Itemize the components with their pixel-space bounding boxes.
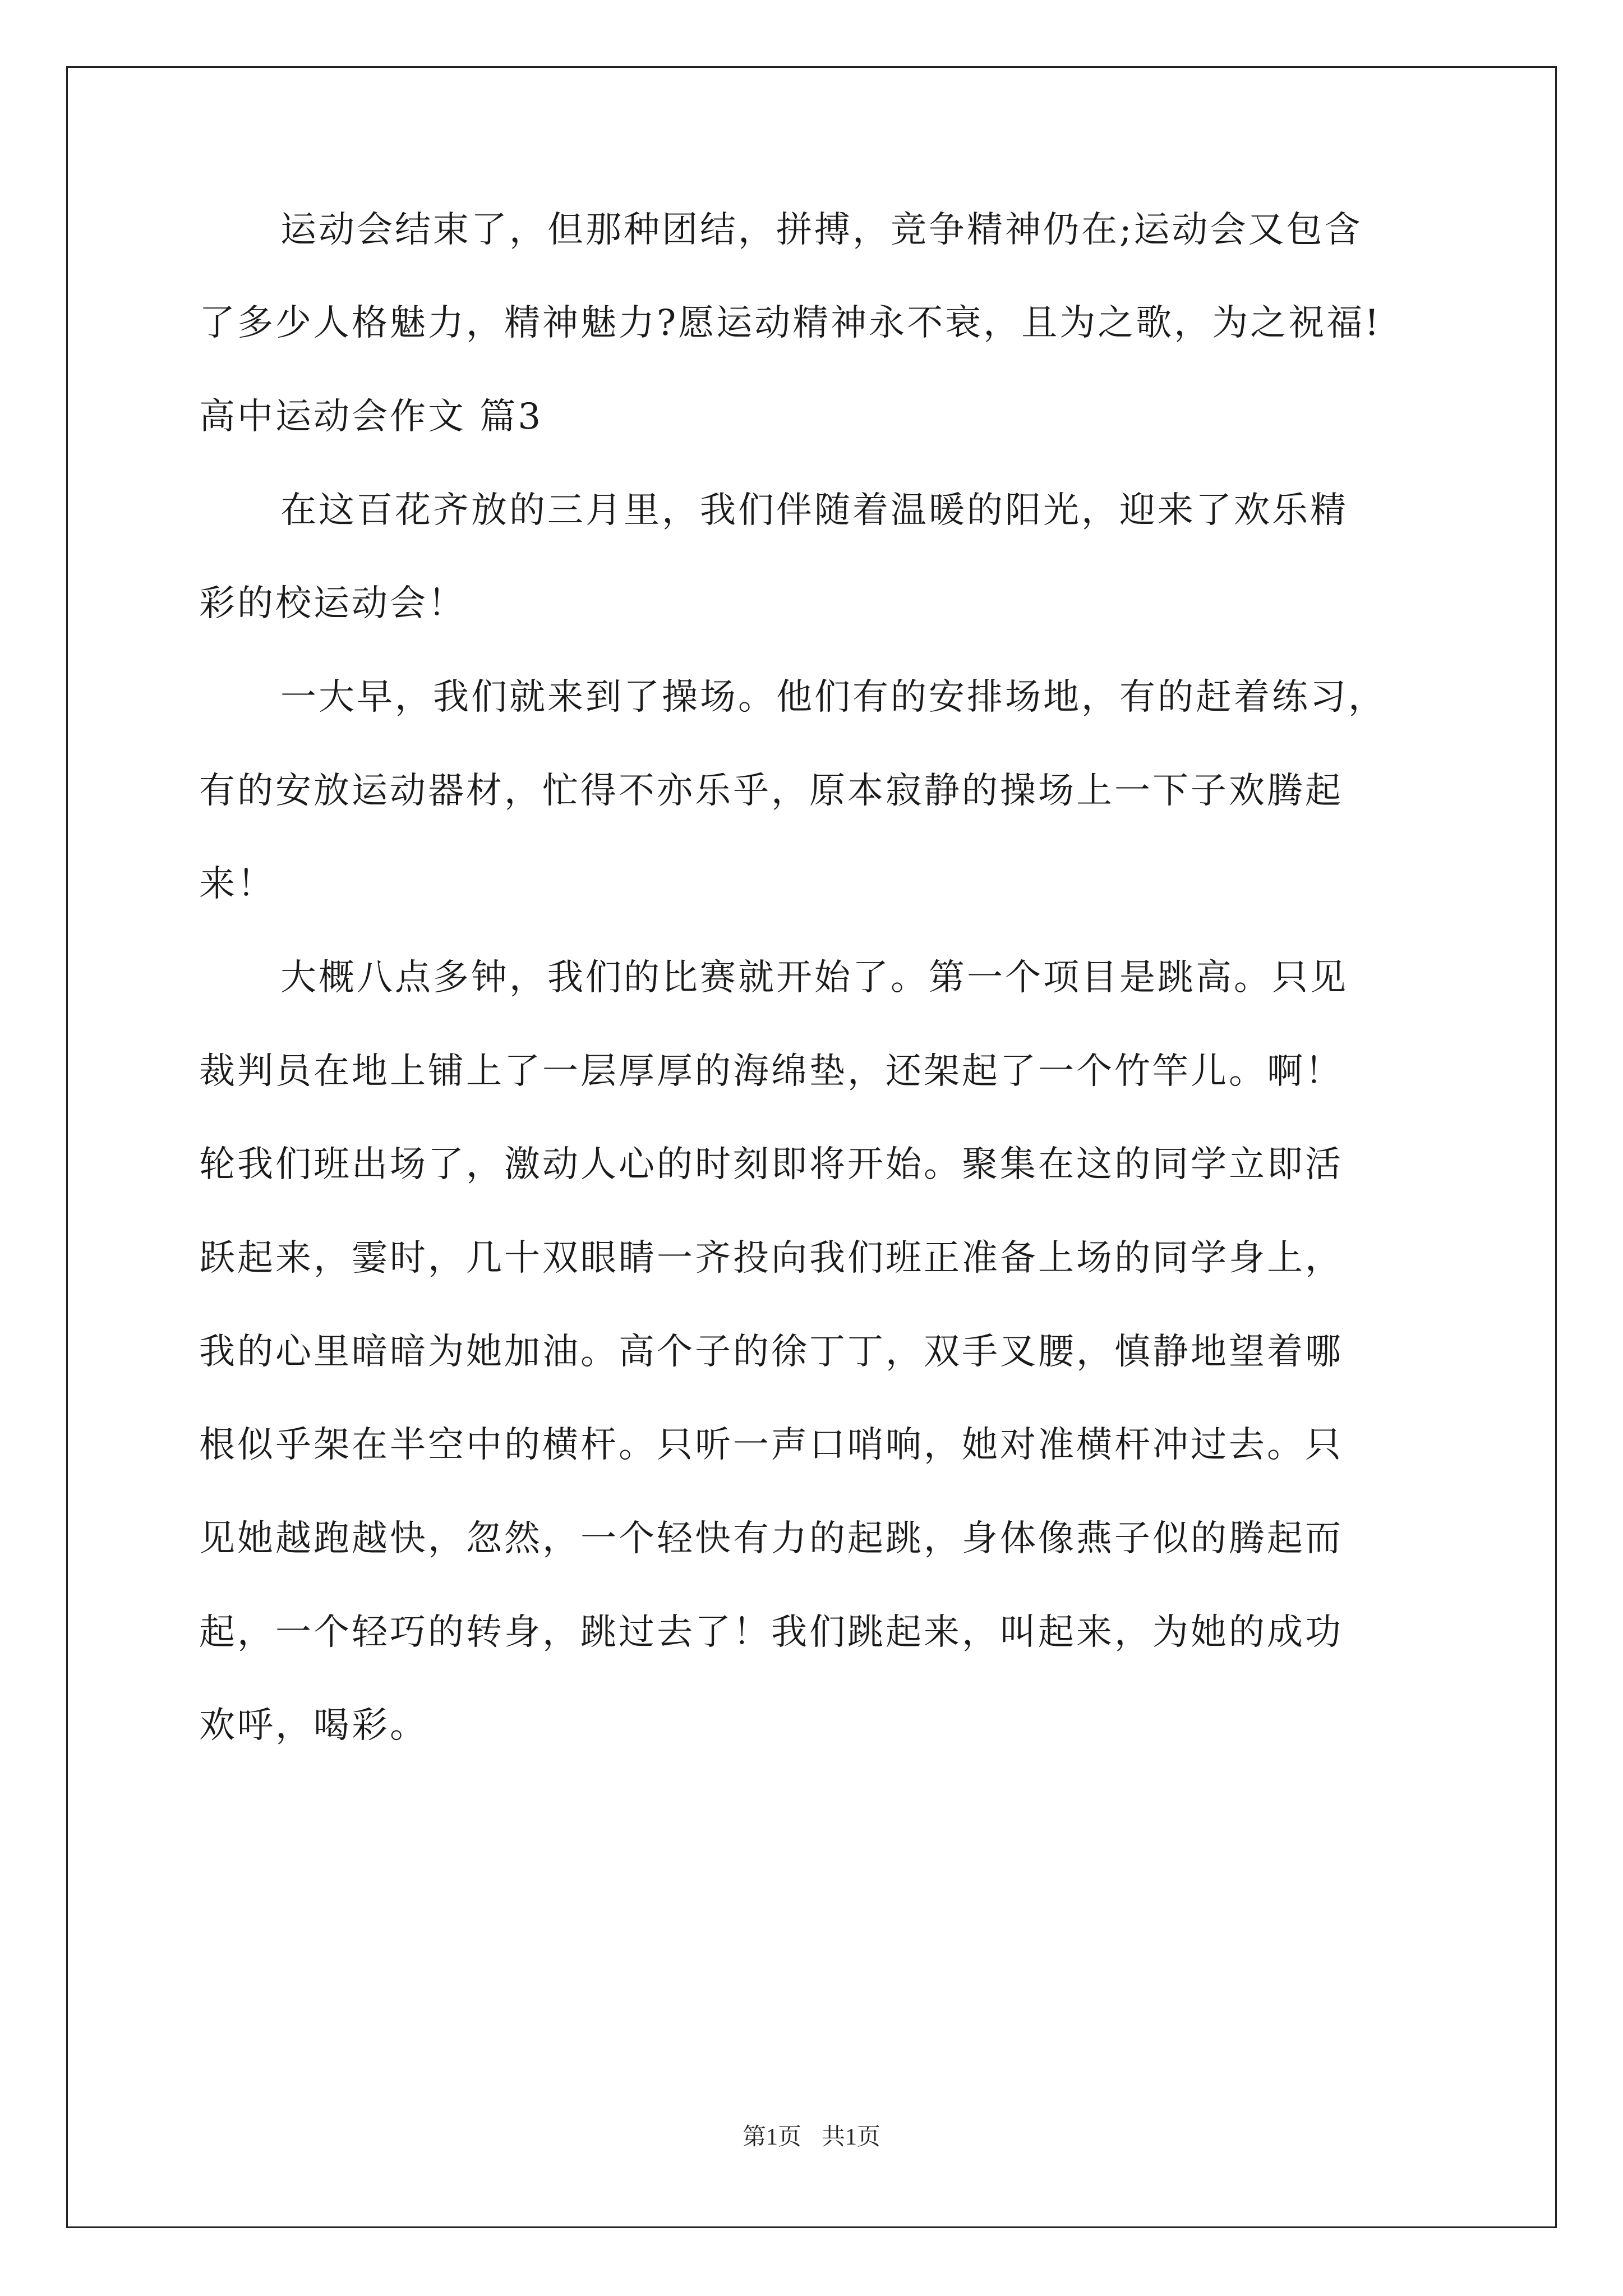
paragraph-line: 一大早，我们就来到了操场。他们有的安排场地，有的赶着练习， xyxy=(280,677,1386,718)
page-number: 第1页 xyxy=(742,2124,801,2150)
paragraph-line: 起，一个轻巧的转身，跳过去了！我们跳起来，叫起来，为她的成功 xyxy=(199,1612,1343,1653)
section-heading: 高中运动会作文 篇3 xyxy=(199,396,543,438)
page-total: 共1页 xyxy=(822,2124,881,2150)
paragraph-line: 欢呼，喝彩。 xyxy=(199,1705,428,1746)
paragraph-line: 大概八点多钟，我们的比赛就开始了。第一个项目是跳高。只见 xyxy=(280,957,1348,999)
paragraph-line: 我的心里暗暗为她加油。高个子的徐丁丁，双手叉腰，慎静地望着哪 xyxy=(199,1331,1343,1373)
paragraph-line: 彩的校运动会！ xyxy=(199,583,466,624)
paragraph-line: 裁判员在地上铺上了一层厚厚的海绵垫，还架起了一个竹竿儿。啊！ xyxy=(199,1051,1343,1092)
paragraph-line: 运动会结束了，但那种团结，拼搏，竞争精神仍在;运动会又包含 xyxy=(280,209,1363,251)
paragraph-line: 见她越跑越快，忽然，一个轻快有力的起跳，身体像燕子似的腾起而 xyxy=(199,1518,1343,1559)
paragraph-line: 根似乎架在半空中的横杆。只听一声口哨响，她对准横杆冲过去。只 xyxy=(199,1424,1343,1466)
paragraph-line: 了多少人格魅力，精神魅力?愿运动精神永不衰，且为之歌，为之祝福! xyxy=(199,302,1382,344)
paragraph-line: 跃起来，霎时，几十双眼睛一齐投向我们班正准备上场的同学身上， xyxy=(199,1237,1343,1279)
paragraph-line: 有的安放运动器材，忙得不亦乐乎，原本寂静的操场上一下子欢腾起 xyxy=(199,770,1343,812)
paragraph-line: 来！ xyxy=(199,863,275,905)
page-footer xyxy=(0,2120,1623,2154)
paragraph-line: 轮我们班出场了，激动人心的时刻即将开始。聚集在这的同学立即活 xyxy=(199,1144,1343,1185)
paragraph-line: 在这百花齐放的三月里，我们伴随着温暖的阳光，迎来了欢乐精 xyxy=(280,490,1348,531)
